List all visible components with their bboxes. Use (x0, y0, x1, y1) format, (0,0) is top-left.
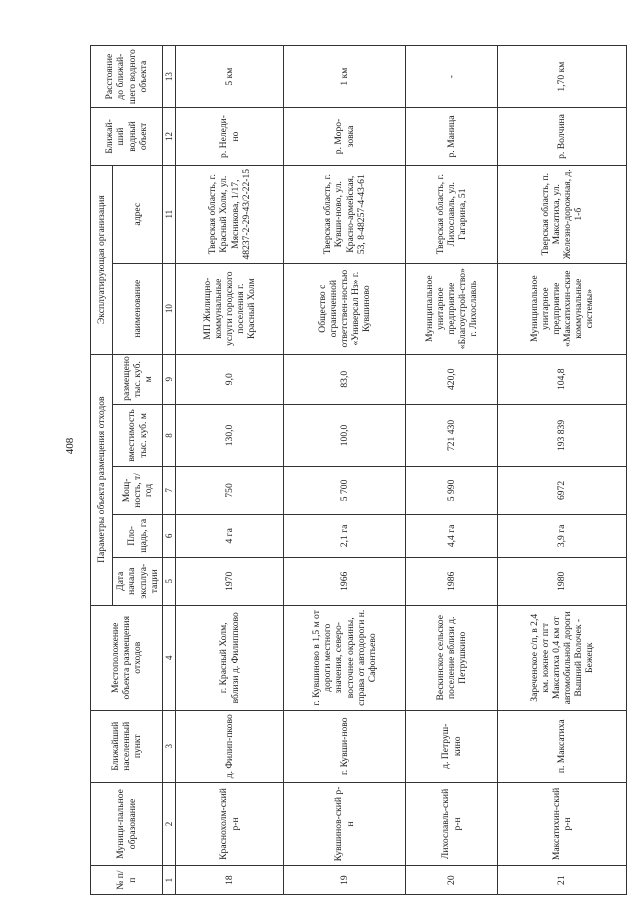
cell-capacity: 5 700 (284, 467, 406, 515)
cell-distance: 1,70 км (498, 46, 627, 108)
cell-location: Зареченское с/п, в 2,4 км. южнее от пгт Максатиха 0,4 км от автомобильной дороги Вышний Волочек - Бежецк (498, 605, 627, 710)
cell-location: г. Красный Холм, вблизи д. Филиппково (176, 605, 284, 710)
cell-placed: 83,0 (284, 354, 406, 404)
rotated-page (90, 45, 625, 895)
header-capacity: Мощ-ность, т/год (113, 467, 163, 515)
table-row (406, 46, 498, 895)
cell-operator-name: Общество с ограниченной ответствен-ностью «Универсал Нз» г. Кувшиново (284, 263, 406, 354)
table-row (498, 46, 627, 895)
cell-volume: 721 430 (406, 404, 498, 466)
table-row (284, 46, 406, 895)
waste-sites-table (90, 45, 625, 895)
cell-capacity: 6972 (498, 467, 627, 515)
cell-capacity: 5 990 (406, 467, 498, 515)
header-distance: Расстояние до ближай-шего водного объекта (91, 46, 163, 108)
cell-location: г. Кувшиново в 1,5 м от дороги местного значения, северо-восточнее окраины, справа от автодороги н. Сафонтьево (284, 605, 406, 710)
cell-operator-address: Тверская область, п. Максатиха, ул. Железно-дорожная, д. 1-б (498, 165, 627, 263)
cell-area: 4,4 га (406, 514, 498, 557)
header-row (91, 46, 113, 895)
header-operator-address: адрес (113, 165, 163, 263)
column-number: 9 (163, 354, 176, 404)
header-location: Местоположение объекта размещения отходов (91, 605, 163, 710)
column-number: 6 (163, 514, 176, 557)
cell-municipality: Краснохолм-ский р-н (176, 782, 284, 866)
cell-capacity: 750 (176, 467, 284, 515)
cell-distance: - (406, 46, 498, 108)
column-number: 3 (163, 710, 176, 782)
column-number: 12 (163, 108, 176, 165)
column-number-row (163, 46, 176, 895)
header-municipality: Муници-пальное образование (91, 782, 163, 866)
cell-operator-name: МП Жилищно-коммунальные услуги городского поселения г. Красный Холм (176, 263, 284, 354)
header-operator-group: Эксплуатирующая организация (91, 165, 113, 354)
cell-area: 3,9 га (498, 514, 627, 557)
cell-municipality: Максатихин-ский р-н (498, 782, 627, 866)
cell-settlement: г. Кувши-ново (284, 710, 406, 782)
cell-start-date: 1970 (176, 557, 284, 605)
header-start-date: Дата начала эксплуа-тации (113, 557, 163, 605)
header-params-group: Параметры объекта размещения отходов (91, 354, 113, 605)
cell-start-date: 1986 (406, 557, 498, 605)
cell-settlement: д. Петруш-кино (406, 710, 498, 782)
cell-municipality: Лихославль-ский р-н (406, 782, 498, 866)
table-row (176, 46, 284, 895)
cell-num: 19 (284, 866, 406, 895)
column-number: 10 (163, 263, 176, 354)
cell-distance: 5 км (176, 46, 284, 108)
cell-area: 4 га (176, 514, 284, 557)
header-area: Пло-щадь, га (113, 514, 163, 557)
cell-operator-address: Тверская область, г. Кувши-ново, ул. Красно-армейская, 53, 8-48257-4-43-61 (284, 165, 406, 263)
cell-num: 21 (498, 866, 627, 895)
cell-water-body: р. Моро-зовка (284, 108, 406, 165)
column-number: 13 (163, 46, 176, 108)
cell-volume: 193 839 (498, 404, 627, 466)
page-number: 408 (64, 437, 76, 455)
cell-placed: 420,0 (406, 354, 498, 404)
cell-water-body: р. Неледи-но (176, 108, 284, 165)
cell-operator-name: Муниципальное унитарное предприятие «Максатихин-ские коммунальные системы» (498, 263, 627, 354)
cell-municipality: Кувшинов-ский р-н (284, 782, 406, 866)
cell-start-date: 1980 (498, 557, 627, 605)
column-number: 5 (163, 557, 176, 605)
column-number: 4 (163, 605, 176, 710)
header-placed: размещено тыс. куб. м (113, 354, 163, 404)
cell-operator-name: Муниципальное унитарное предприятие «Благоустрой-ство» г. Лихославль (406, 263, 498, 354)
cell-water-body: р. Маница (406, 108, 498, 165)
header-settlement: Ближайший населенный пункт (91, 710, 163, 782)
cell-water-body: р. Волчина (498, 108, 627, 165)
cell-distance: 1 км (284, 46, 406, 108)
column-number: 2 (163, 782, 176, 866)
cell-location: Вескинское сельское поселение вблизи д. Петрушкино (406, 605, 498, 710)
cell-settlement: п. Максатиха (498, 710, 627, 782)
column-number: 7 (163, 467, 176, 515)
column-number: 11 (163, 165, 176, 263)
cell-placed: 9,0 (176, 354, 284, 404)
cell-num: 20 (406, 866, 498, 895)
cell-start-date: 1966 (284, 557, 406, 605)
cell-operator-address: Тверская область, г. Лихославль, ул. Гагарина, 51 (406, 165, 498, 263)
header-operator-name: наименование (113, 263, 163, 354)
header-num: № п/п (91, 866, 163, 895)
cell-num: 18 (176, 866, 284, 895)
cell-settlement: д. Филип-пково (176, 710, 284, 782)
table-grid (90, 45, 627, 895)
column-number: 8 (163, 404, 176, 466)
header-water-body: Ближай-ший водный объект (91, 108, 163, 165)
cell-area: 2,1 га (284, 514, 406, 557)
cell-placed: 104,8 (498, 354, 627, 404)
cell-operator-address: Тверская область, г. Красный Холм, ул. Мясникова, 1/17, 48237-2-29-43/2-22-15 (176, 165, 284, 263)
cell-volume: 100,0 (284, 404, 406, 466)
header-volume: вместимость тыс. куб. м (113, 404, 163, 466)
column-number: 1 (163, 866, 176, 895)
cell-volume: 130,0 (176, 404, 284, 466)
